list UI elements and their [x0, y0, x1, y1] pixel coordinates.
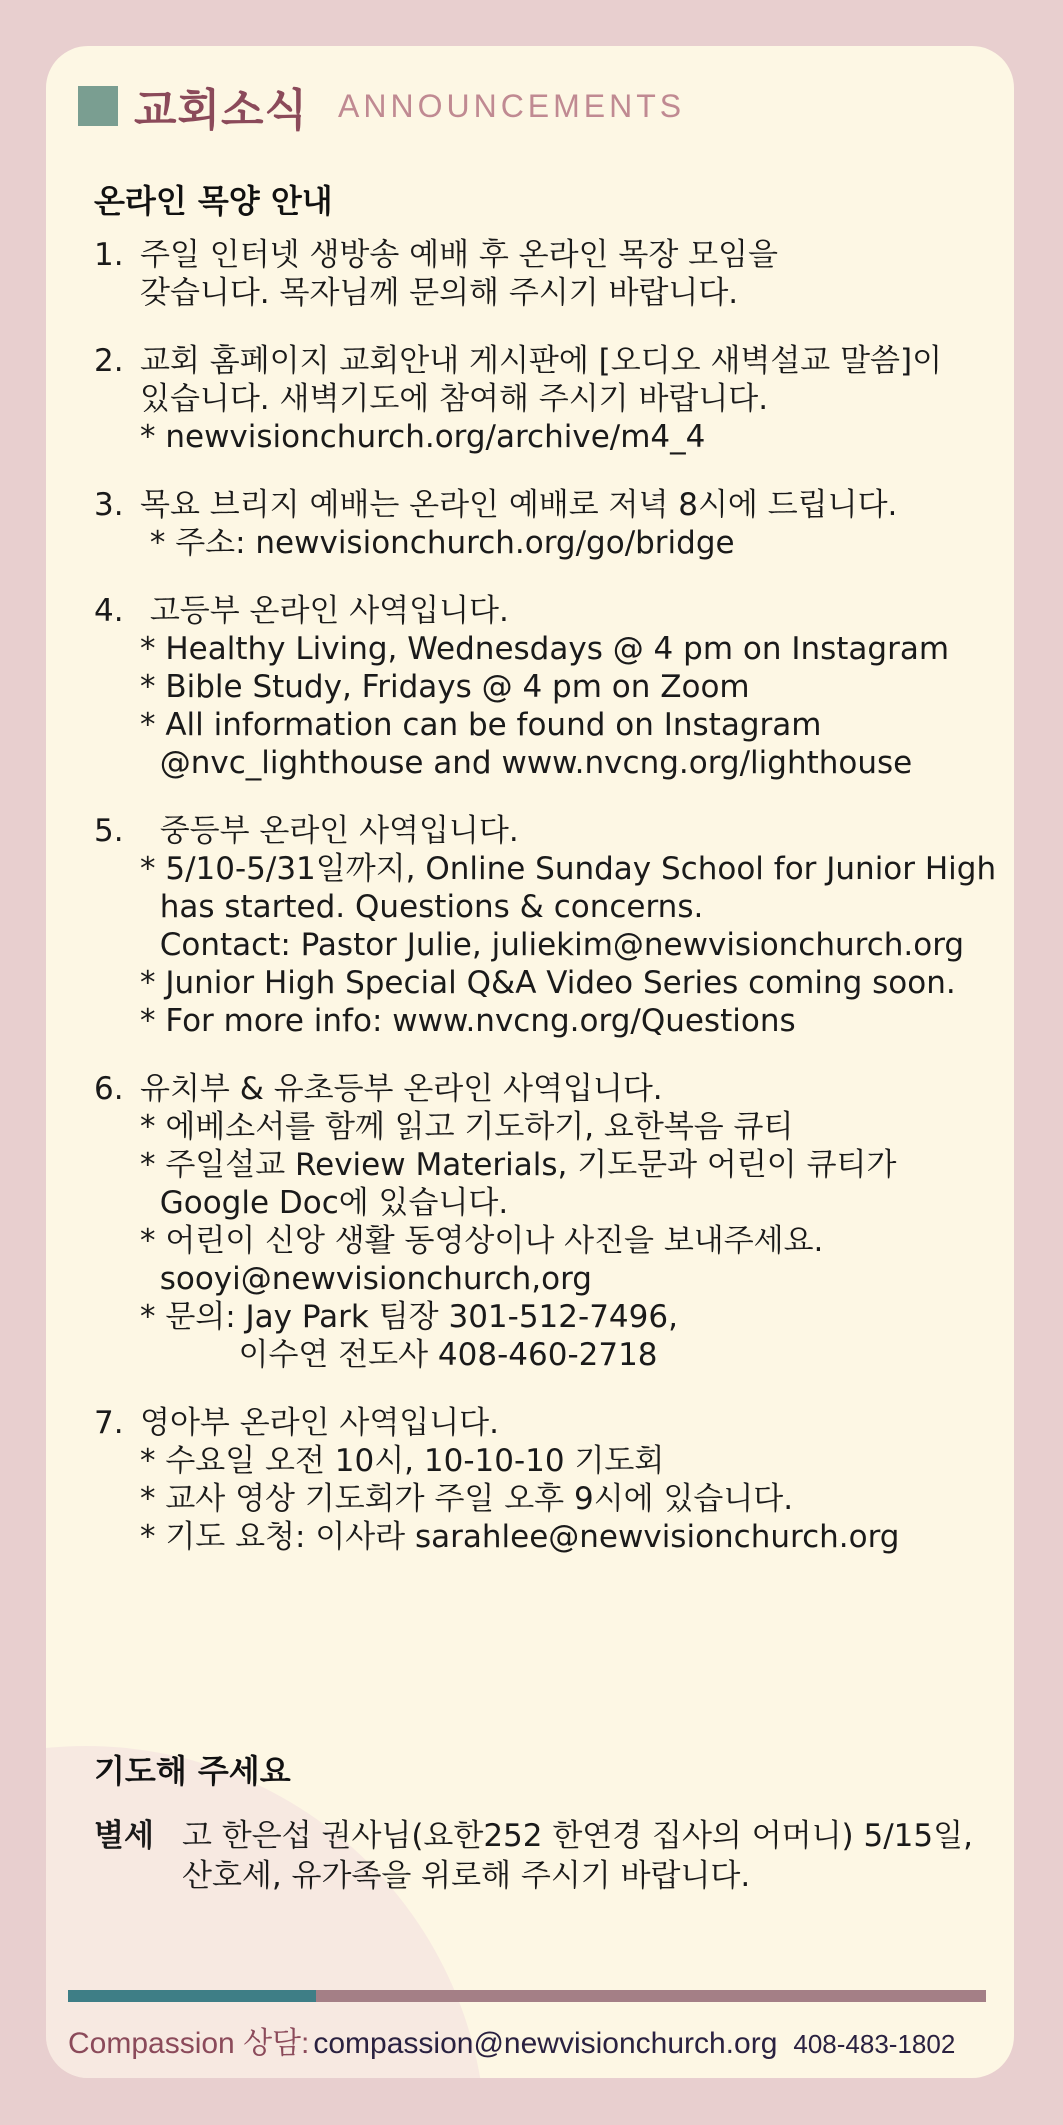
announcement-item	[94, 812, 997, 1040]
item-line: * Bible Study, Fridays @ 4 pm on Zoom	[140, 669, 750, 705]
item-line: * 주일설교 Review Materials, 기도문과 어린이 큐티가	[140, 1147, 897, 1183]
item-line: * newvisionchurch.org/archive/m4_4	[140, 419, 706, 455]
item-line: @nvc_lighthouse and www.nvcng.org/lighthouse	[140, 745, 913, 781]
announcement-item	[94, 342, 994, 456]
item-number: 4.	[94, 593, 124, 629]
footer-phone: 408-483-1802	[793, 2029, 956, 2059]
footer-divider-teal	[68, 1990, 316, 2002]
item-line: sooyi@newvisionchurch,org	[140, 1261, 592, 1297]
item-body	[140, 1404, 994, 1556]
prayer-text	[182, 1816, 994, 1896]
item-line: 중등부 온라인 사역입니다.	[140, 813, 519, 849]
item-body	[140, 592, 994, 782]
announcement-item	[94, 1070, 994, 1374]
section-title-prayer: 기도해 주세요	[94, 1752, 291, 1790]
prayer-line: 산호세, 유가족을 위로해 주시기 바랍니다.	[182, 1858, 751, 1894]
header	[78, 74, 685, 138]
item-line: * 수요일 오전 10시, 10-10-10 기도회	[140, 1443, 665, 1479]
item-line: Contact: Pastor Julie, juliekim@newvisionchurch.org	[140, 927, 965, 963]
item-line: * 에베소서를 함께 읽고 기도하기, 요한복음 큐티	[140, 1109, 794, 1145]
item-number: 7.	[94, 1405, 124, 1441]
item-line: * 기도 요청: 이사라 sarahlee@newvisionchurch.org	[140, 1519, 900, 1555]
item-line: has started. Questions & concerns.	[140, 889, 704, 925]
footer-divider	[68, 1990, 986, 2002]
announcement-list	[94, 236, 997, 1586]
announcement-item	[94, 1404, 994, 1556]
item-line: 고등부 온라인 사역입니다.	[140, 593, 509, 629]
item-line: 이수연 전도사 408-460-2718	[140, 1337, 658, 1373]
announcement-item	[94, 592, 994, 782]
footer-divider-mauve	[316, 1990, 986, 2002]
item-body	[140, 1070, 994, 1374]
prayer-line: 고 한은섭 권사님(요한252 한연경 집사의 어머니) 5/15일,	[182, 1818, 973, 1854]
item-line: * For more info: www.nvcng.org/Questions	[140, 1003, 796, 1039]
item-number: 5.	[94, 813, 124, 849]
item-line: 유치부 & 유초등부 온라인 사역입니다.	[140, 1071, 663, 1107]
item-body	[140, 812, 996, 1040]
item-number: 2.	[94, 343, 124, 379]
announcement-item	[94, 486, 994, 562]
item-line: * Healthy Living, Wednesdays @ 4 pm on Instagram	[140, 631, 950, 667]
item-body	[140, 236, 994, 312]
item-body	[140, 342, 994, 456]
item-body	[140, 486, 994, 562]
item-number: 6.	[94, 1071, 124, 1107]
item-line: 영아부 온라인 사역입니다.	[140, 1405, 499, 1441]
item-line: * 문의: Jay Park 팀장 301-512-7496,	[140, 1299, 678, 1335]
item-number: 3.	[94, 487, 124, 523]
item-line: 교회 홈페이지 교회안내 게시판에 [오디오 새벽설교 말씀]이	[140, 343, 943, 379]
item-line: * All information can be found on Instagram	[140, 707, 822, 743]
item-line: * 어린이 신앙 생활 동영상이나 사진을 보내주세요.	[140, 1223, 824, 1259]
footer-label: Compassion 상담:	[68, 2027, 310, 2060]
section-title-online-ministry: 온라인 목양 안내	[94, 182, 333, 220]
item-line: 갖습니다. 목자님께 문의해 주시기 바랍니다.	[140, 275, 739, 311]
square-icon	[78, 86, 118, 126]
item-line: 있습니다. 새벽기도에 참여해 주시기 바랍니다.	[140, 381, 769, 417]
item-number: 1.	[94, 237, 124, 273]
item-line: * 5/10-5/31일까지, Online Sunday School for Junior High	[140, 851, 997, 887]
footer	[68, 2018, 998, 2062]
announcements-card	[46, 46, 1014, 2078]
footer-email-link[interactable]: compassion@newvisionchurch.org	[313, 2027, 778, 2060]
prayer-label: 별세	[94, 1818, 154, 1854]
page-title-english: ANNOUNCEMENTS	[338, 87, 686, 124]
item-line: 주일 인터넷 생방송 예배 후 온라인 목장 모임을	[140, 237, 778, 273]
item-line: * 교사 영상 기도회가 주일 오후 9시에 있습니다.	[140, 1481, 794, 1517]
item-line: * Junior High Special Q&A Video Series coming soon.	[140, 965, 956, 1001]
item-line: Google Doc에 있습니다.	[140, 1185, 509, 1221]
item-line: * 주소: newvisionchurch.org/go/bridge	[140, 525, 735, 561]
item-line: 목요 브리지 예배는 온라인 예배로 저녁 8시에 드립니다.	[140, 487, 898, 523]
page-title-korean: 교회소식	[134, 85, 309, 136]
announcement-item	[94, 236, 994, 312]
prayer-item	[94, 1816, 994, 1896]
